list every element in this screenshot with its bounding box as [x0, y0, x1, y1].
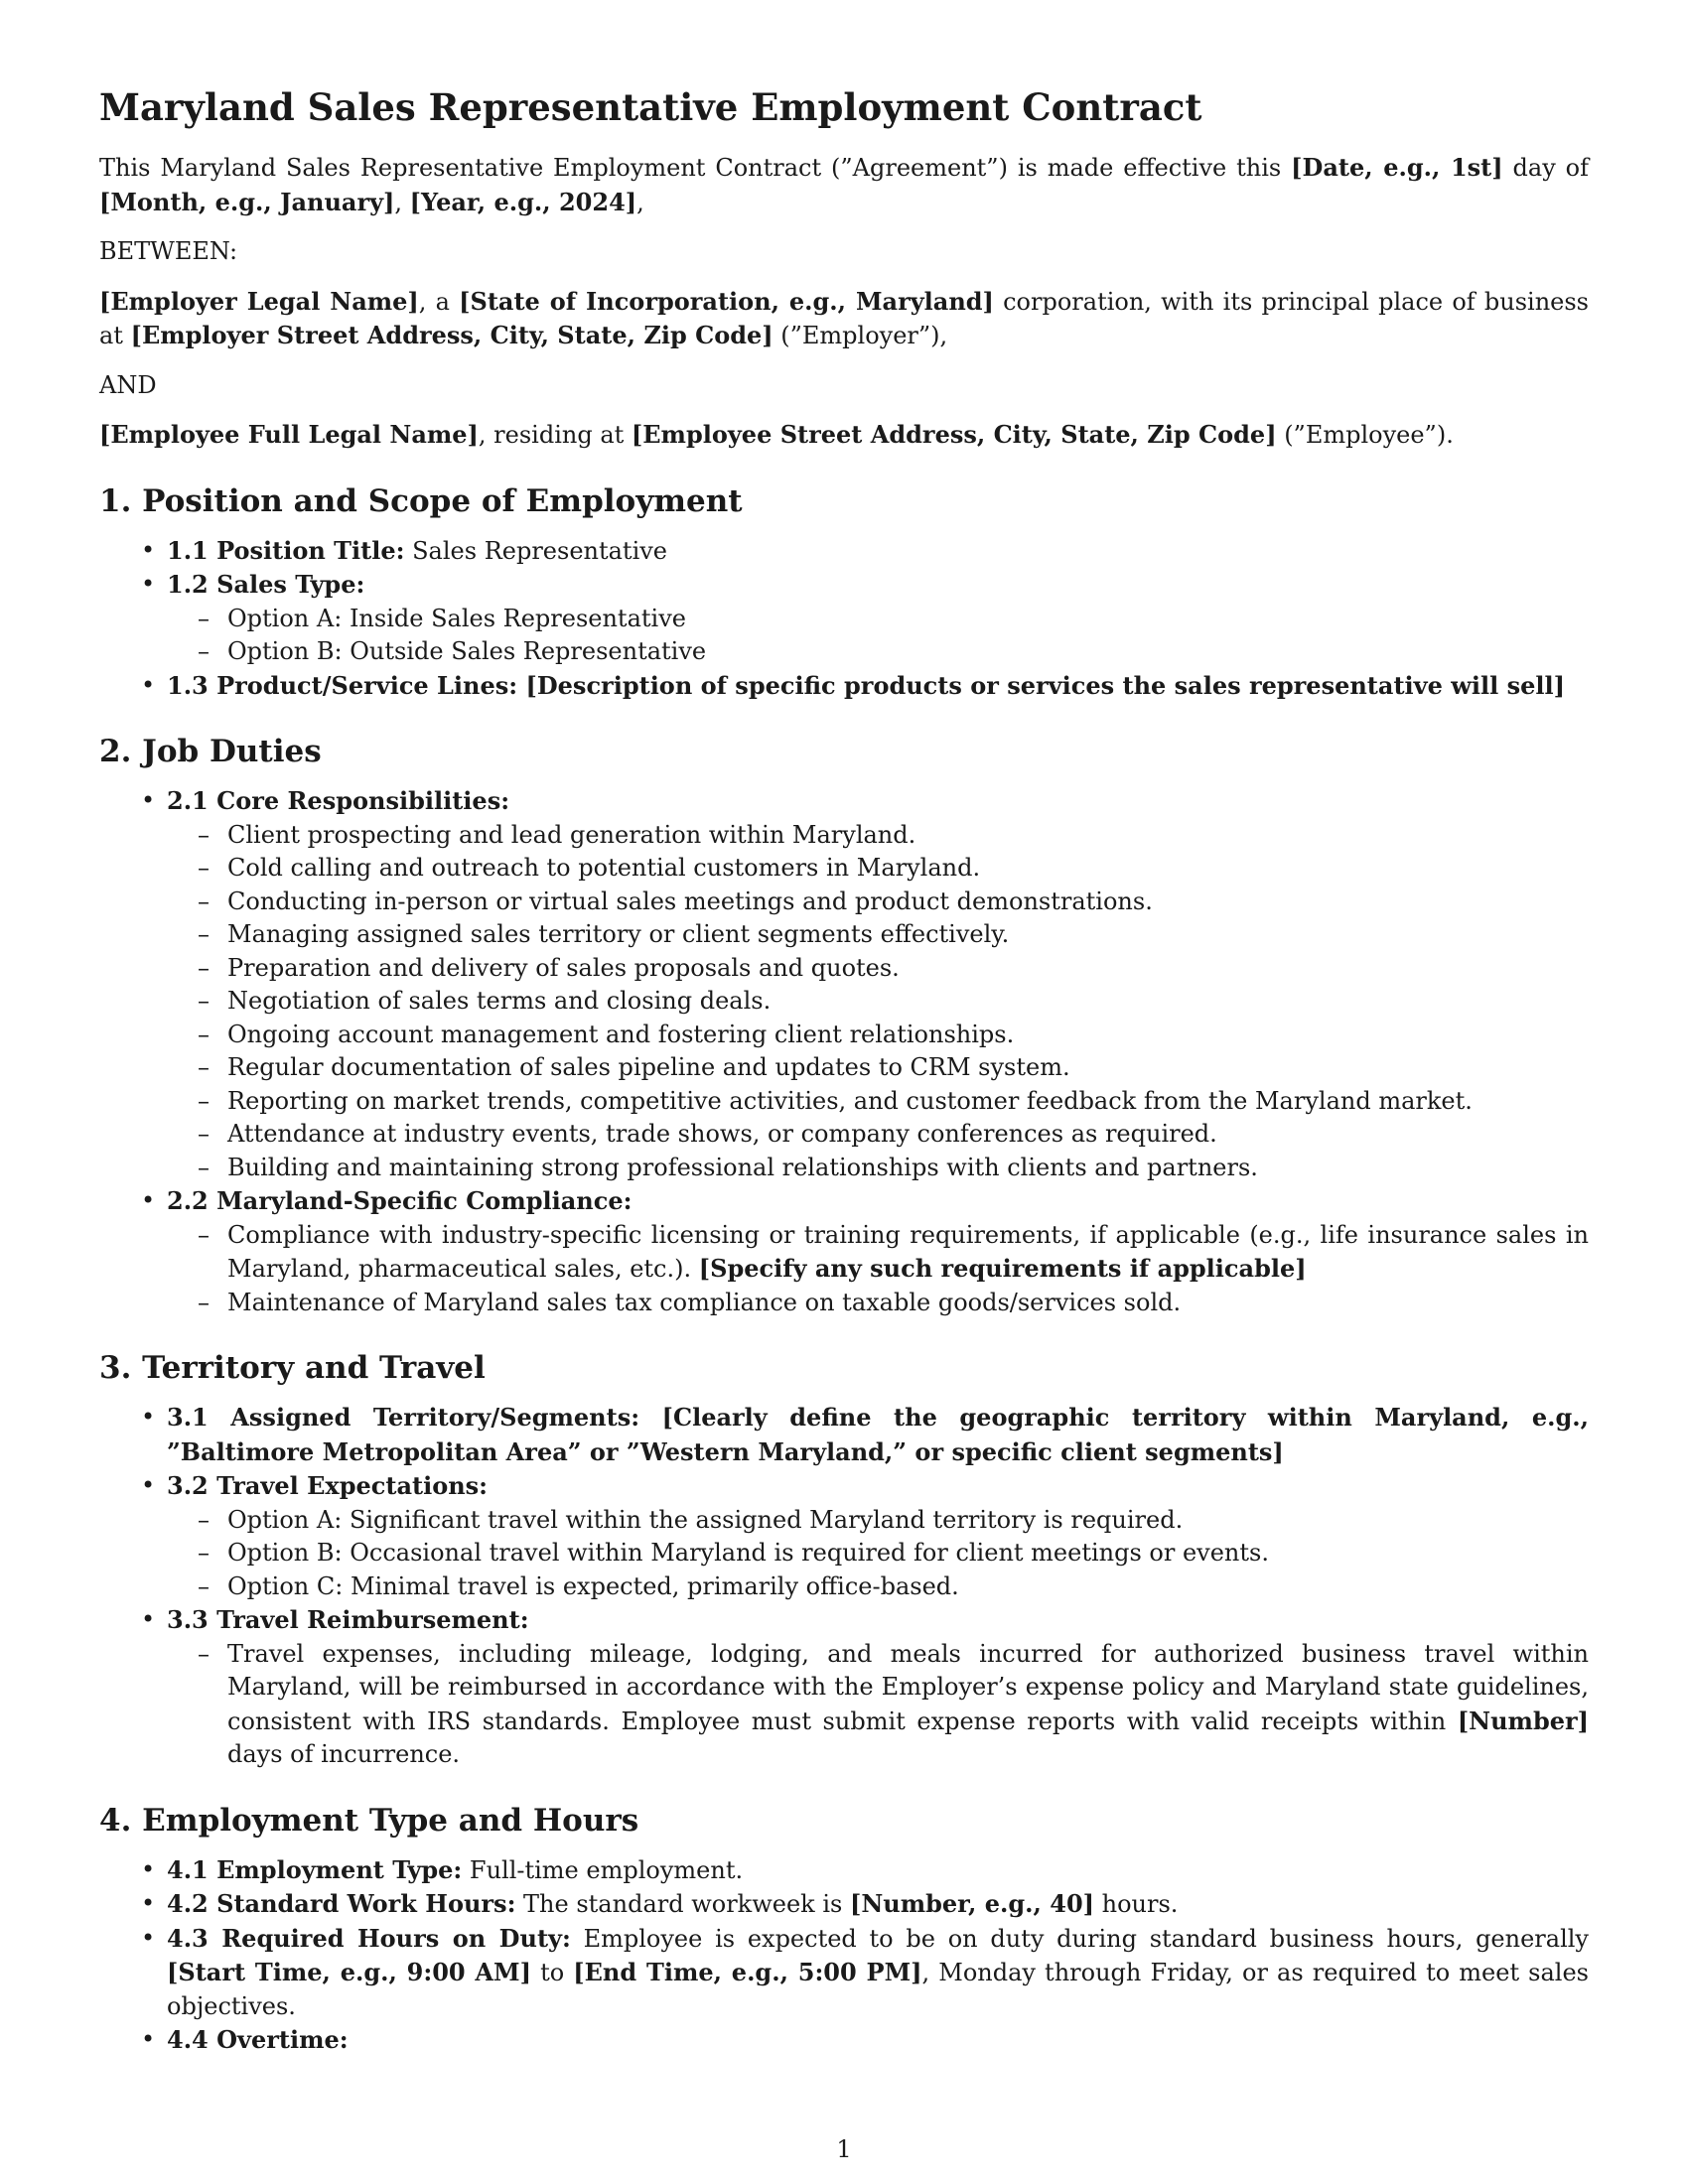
sub-list-item — [227, 1638, 1589, 1772]
list-item — [167, 534, 1589, 569]
employee-paragraph — [99, 418, 1589, 453]
item-text: to — [530, 1959, 574, 1986]
sub-list-item: – Option B: Occasional travel within Maryland is required for client meetings or events. — [227, 1537, 1589, 1570]
item-placeholder: [Number, e.g., 40] — [849, 1889, 1094, 1918]
sub-list-item: – Managing assigned sales territory or client segments effectively. — [227, 918, 1589, 952]
item-text: Compliance with industry-specific licensing or training requirements, if applicable (e.g., life insurance sales in Maryland, pharmaceutical sales, etc.). — [227, 1220, 1589, 1283]
sub-list-item: – Maintenance of Maryland sales tax compliance on taxable goods/services sold. — [227, 1287, 1589, 1320]
sub-list-item: – Regular documentation of sales pipeline and updates to CRM system. — [227, 1051, 1589, 1085]
between-label: BETWEEN: — [99, 237, 238, 265]
date-placeholder: [Date, e.g., 1st] — [1291, 153, 1503, 182]
list-item — [167, 1603, 1589, 1772]
item-label: 3.2 Travel Expectations: — [167, 1471, 489, 1500]
sub-list-item: – Option A: Inside Sales Representative — [227, 603, 1589, 636]
list-item — [167, 1469, 1589, 1603]
sub-list-item: – Preparation and delivery of sales proposals and quotes. — [227, 952, 1589, 986]
sub-list-item: – Reporting on market trends, competitive activities, and customer feedback from the Maryland market. — [227, 1085, 1589, 1119]
item-text: Travel expenses, including mileage, lodging, and meals incurred for authorized business travel within Maryland, will be reimbursed in accordance with the Employer’s expense policy and Maryland state guidelines, consistent with IRS standards. Employee must submit expense reports with valid receipts within — [227, 1639, 1589, 1735]
item-text: , Monday through Friday, or as required to meet sales objectives. — [167, 1959, 1590, 2020]
employer-text: corporation, with its principal place of business at — [99, 287, 1589, 349]
section-heading: 4. Employment Type and Hours — [99, 1802, 639, 1839]
item-label: 1.1 Position Title: — [167, 535, 405, 565]
employee-address-placeholder: [Employee Street Address, City, State, Zip Code] — [631, 420, 1277, 449]
employee-text: , residing at — [478, 421, 632, 449]
item-label: 4.2 Standard Work Hours: — [167, 1889, 516, 1918]
employer-name-placeholder: [Employer Legal Name] — [99, 286, 419, 316]
item-label: 2.2 Maryland-Specific Compliance: — [167, 1186, 633, 1215]
item-label: 1.3 Product/Service Lines: — [167, 670, 518, 700]
intro-text: , — [394, 188, 410, 216]
item-placeholder: [Number] — [1457, 1706, 1589, 1735]
list-item — [167, 568, 1589, 669]
sub-list — [167, 1219, 1589, 1320]
item-label: 2.1 Core Responsibilities: — [167, 786, 510, 815]
sub-list-item: – Negotiation of sales terms and closing deals. — [227, 985, 1589, 1019]
sub-list-item — [227, 1219, 1589, 1287]
section-heading: 3. Territory and Travel — [99, 1350, 486, 1386]
sub-list-item: – Conducting in-person or virtual sales meetings and product demonstrations. — [227, 886, 1589, 919]
section-heading: 1. Position and Scope of Employment — [99, 482, 743, 519]
section-2-list — [99, 784, 1589, 1319]
list-item — [167, 1922, 1589, 2024]
list-item — [167, 2023, 1589, 2058]
employer-text: (”Employer”), — [773, 322, 948, 349]
item-text: Full-time employment. — [462, 1855, 744, 1884]
section-1-list — [99, 534, 1589, 704]
item-label: 1.2 Sales Type: — [167, 570, 365, 599]
item-label: 4.1 Employment Type: — [167, 1854, 463, 1884]
section-4-list — [99, 1853, 1589, 2058]
item-placeholder: [Start Time, e.g., 9:00 AM] — [167, 1958, 531, 1986]
month-placeholder: [Month, e.g., January] — [99, 187, 395, 216]
item-text: Sales Representative — [404, 536, 668, 565]
employer-paragraph — [99, 285, 1589, 353]
document-page — [99, 85, 1589, 2058]
employee-text: (”Employee”). — [1276, 421, 1454, 449]
item-text: hours. — [1094, 1890, 1179, 1918]
intro-text: This Maryland Sales Representative Employment Contract (”Agreement”) is made effective this — [99, 154, 1292, 182]
sub-list-item: – Option B: Outside Sales Representative — [227, 635, 1589, 669]
item-label: 4.4 Overtime: — [167, 2025, 349, 2054]
sub-list — [167, 603, 1589, 669]
sub-list — [167, 819, 1589, 1185]
item-label: 3.3 Travel Reimbursement: — [167, 1605, 529, 1634]
list-item — [167, 1887, 1589, 1922]
list-item — [167, 784, 1589, 1184]
item-text: Employee is expected to be on duty during standard business hours, generally — [570, 1924, 1589, 1953]
sub-list-item: – Cold calling and outreach to potential customers in Maryland. — [227, 852, 1589, 886]
sub-list — [167, 1638, 1589, 1772]
sub-list — [167, 1504, 1589, 1604]
intro-text: day of — [1502, 154, 1589, 182]
item-label: 4.3 Required Hours on Duty: — [167, 1923, 571, 1953]
item-placeholder: [End Time, e.g., 5:00 PM] — [573, 1958, 922, 1986]
state-placeholder: [State of Incorporation, e.g., Maryland] — [459, 286, 994, 316]
sub-list-item: – Ongoing account management and fostering client relationships. — [227, 1019, 1589, 1052]
sub-list-item: – Building and maintaining strong professional relationships with clients and partners. — [227, 1152, 1589, 1185]
employer-text: , a — [418, 287, 460, 316]
list-item — [167, 1853, 1589, 1888]
section-3-list — [99, 1401, 1589, 1772]
sub-list-item: – Client prospecting and lead generation within Maryland. — [227, 819, 1589, 853]
document-title: Maryland Sales Representative Employment Contract — [99, 85, 1202, 129]
item-text: days of incurrence. — [227, 1740, 461, 1768]
and-label: AND — [99, 370, 157, 399]
employee-name-placeholder: [Employee Full Legal Name] — [99, 420, 479, 449]
item-label: 3.1 Assigned Territory/Segments: — [167, 1403, 640, 1432]
item-text: The standard workweek is — [515, 1890, 850, 1918]
page-number: 1 — [836, 2135, 852, 2163]
section-heading: 2. Job Duties — [99, 734, 322, 769]
item-placeholder: [Clearly define the geographic territory within Maryland, e.g., ”Baltimore Metropolitan Area” or ”Western Maryland,” or specific client segments] — [167, 1403, 1589, 1466]
sub-list-item: – Option C: Minimal travel is expected, primarily office-based. — [227, 1570, 1589, 1604]
year-placeholder: [Year, e.g., 2024] — [409, 187, 637, 216]
item-placeholder: [Description of specific products or services the sales representative will sell] — [517, 670, 1565, 700]
list-item — [167, 669, 1589, 704]
sub-list-item: – Attendance at industry events, trade shows, or company conferences as required. — [227, 1118, 1589, 1152]
list-item — [167, 1401, 1589, 1469]
item-placeholder: [Specify any such requirements if applicable] — [698, 1254, 1307, 1283]
intro-text: , — [636, 188, 644, 216]
employer-address-placeholder: [Employer Street Address, City, State, Zip Code] — [130, 321, 774, 349]
list-item — [167, 1184, 1589, 1319]
intro-paragraph — [99, 151, 1589, 219]
sub-list-item: – Option A: Significant travel within the assigned Maryland territory is required. — [227, 1504, 1589, 1538]
